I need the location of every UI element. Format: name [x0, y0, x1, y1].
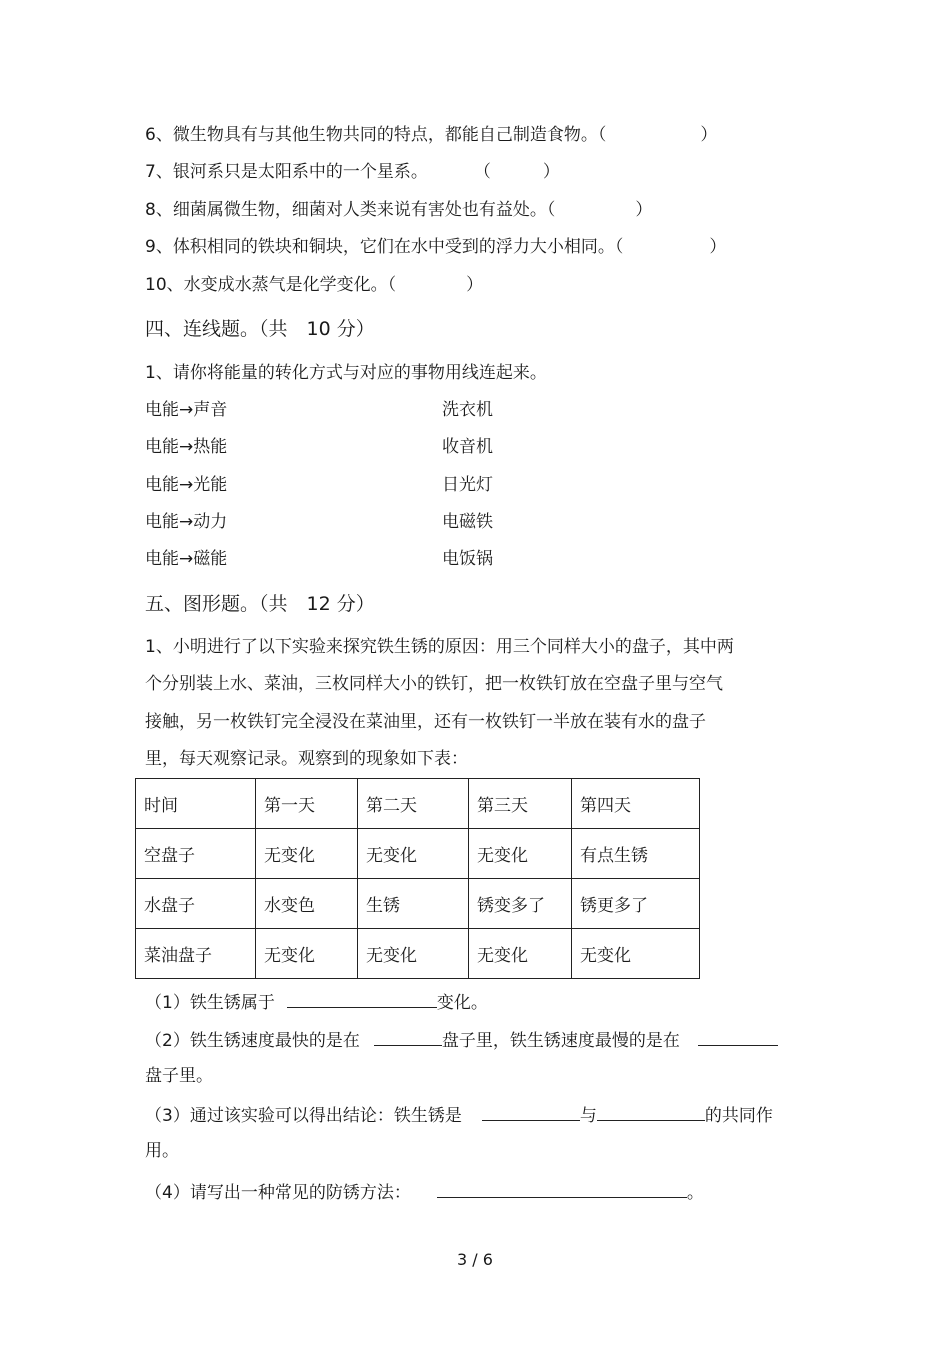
question-9-text: 9、体积相同的铁块和铜块，它们在水中受到的浮力大小相同。（	[145, 237, 624, 257]
table-row	[136, 829, 700, 879]
table-cell: 无变化	[358, 829, 469, 879]
section-4-instruction: 1、请你将能量的转化方式与对应的事物用线连起来。	[145, 363, 547, 383]
sub-question-3-middle: 与	[579, 1106, 597, 1126]
answer-blank[interactable]	[287, 989, 437, 1008]
question-7-open: （	[473, 162, 491, 182]
match-left-item: 电能→热能	[145, 437, 228, 457]
table-cell: 无变化	[256, 829, 358, 879]
table-cell: 菜油盘子	[136, 929, 256, 979]
table-row	[136, 929, 700, 979]
sub-question-4-text: （4）请写出一种常见的防锈方法：	[145, 1183, 411, 1203]
table-cell: 有点生锈	[572, 829, 700, 879]
table-cell: 锈更多了	[572, 879, 700, 929]
answer-blank[interactable]	[482, 1102, 580, 1121]
question-7	[145, 161, 560, 183]
sub-question-4	[145, 1179, 704, 1204]
table-header-cell: 第四天	[572, 779, 700, 829]
table-cell: 水盘子	[136, 879, 256, 929]
question-8	[145, 199, 652, 221]
question-7-text: 7、银河系只是太阳系中的一个星系。	[145, 162, 428, 182]
table-header-cell: 时间	[136, 779, 256, 829]
match-right-item: 日光灯	[442, 475, 493, 495]
question-8-text: 8、细菌属微生物，细菌对人类来说有害处也有益处。（	[145, 200, 556, 220]
sub-question-2	[145, 1027, 778, 1052]
sub-question-3	[145, 1102, 773, 1127]
answer-blank[interactable]	[374, 1027, 442, 1046]
match-right-item: 电磁铁	[442, 512, 493, 532]
question-6-close: ）	[700, 125, 718, 145]
sub-question-1-suffix: 变化。	[436, 993, 488, 1013]
answer-blank[interactable]	[437, 1179, 687, 1198]
table-header-cell: 第一天	[256, 779, 358, 829]
table-header-cell: 第二天	[358, 779, 469, 829]
question-6-text: 6、微生物具有与其他生物共同的特点，都能自己制造食物。（	[145, 125, 607, 145]
question-7-close: ）	[542, 162, 560, 182]
sub-question-3-suffix: 的共同作	[704, 1106, 773, 1126]
observation-table	[135, 778, 700, 979]
match-left-item: 电能→磁能	[145, 549, 228, 569]
table-row	[136, 879, 700, 929]
section-5-para-line: 接触，另一枚铁钉完全浸没在菜油里，还有一枚铁钉一半放在装有水的盘子	[145, 712, 706, 732]
answer-blank[interactable]	[597, 1102, 705, 1121]
sub-question-3-text: （3）通过该实验可以得出结论：铁生锈是	[145, 1106, 462, 1126]
section-5-para-line: 个分别装上水、菜油，三枚同样大小的铁钉，把一枚铁钉放在空盘子里与空气	[145, 674, 723, 694]
table-header-row	[136, 779, 700, 829]
match-right-item: 洗衣机	[442, 400, 493, 420]
answer-blank[interactable]	[698, 1027, 778, 1046]
question-8-close: ）	[635, 200, 653, 220]
table-cell: 无变化	[469, 929, 572, 979]
table-cell: 无变化	[358, 929, 469, 979]
table-cell: 无变化	[256, 929, 358, 979]
match-left-item: 电能→声音	[145, 400, 228, 420]
question-6	[145, 124, 717, 146]
table-cell: 生锈	[358, 879, 469, 929]
match-left-item: 电能→光能	[145, 475, 228, 495]
sub-question-4-suffix: 。	[686, 1183, 704, 1203]
section-5-para-line: 1、小明进行了以下实验来探究铁生锈的原因：用三个同样大小的盘子，其中两	[145, 637, 734, 657]
match-right-item: 收音机	[442, 437, 493, 457]
question-10	[145, 274, 483, 296]
question-10-text: 10、水变成水蒸气是化学变化。（	[145, 275, 397, 295]
table-cell: 锈变多了	[469, 879, 572, 929]
table-header-cell: 第三天	[469, 779, 572, 829]
sub-question-3-continued: 用。	[145, 1141, 179, 1161]
page-number: 3 / 6	[457, 1250, 493, 1269]
sub-question-2-text: （2）铁生锈速度最快的是在	[145, 1031, 360, 1051]
table-cell: 无变化	[469, 829, 572, 879]
table-cell: 无变化	[572, 929, 700, 979]
question-10-close: ）	[466, 275, 484, 295]
table-cell: 空盘子	[136, 829, 256, 879]
section-5-heading: 五、图形题。（共 12 分）	[145, 593, 375, 615]
match-left-item: 电能→动力	[145, 512, 228, 532]
sub-question-1	[145, 989, 488, 1014]
sub-question-2-continued: 盘子里。	[145, 1066, 213, 1086]
match-right-item: 电饭锅	[442, 549, 493, 569]
section-4-heading: 四、连线题。（共 10 分）	[145, 318, 375, 340]
question-9	[145, 236, 726, 258]
sub-question-1-text: （1）铁生锈属于	[145, 993, 275, 1013]
table-cell: 水变色	[256, 879, 358, 929]
question-9-close: ）	[709, 237, 727, 257]
sub-question-2-middle: 盘子里，铁生锈速度最慢的是在	[441, 1031, 680, 1051]
section-5-para-line: 里，每天观察记录。观察到的现象如下表：	[145, 749, 468, 769]
